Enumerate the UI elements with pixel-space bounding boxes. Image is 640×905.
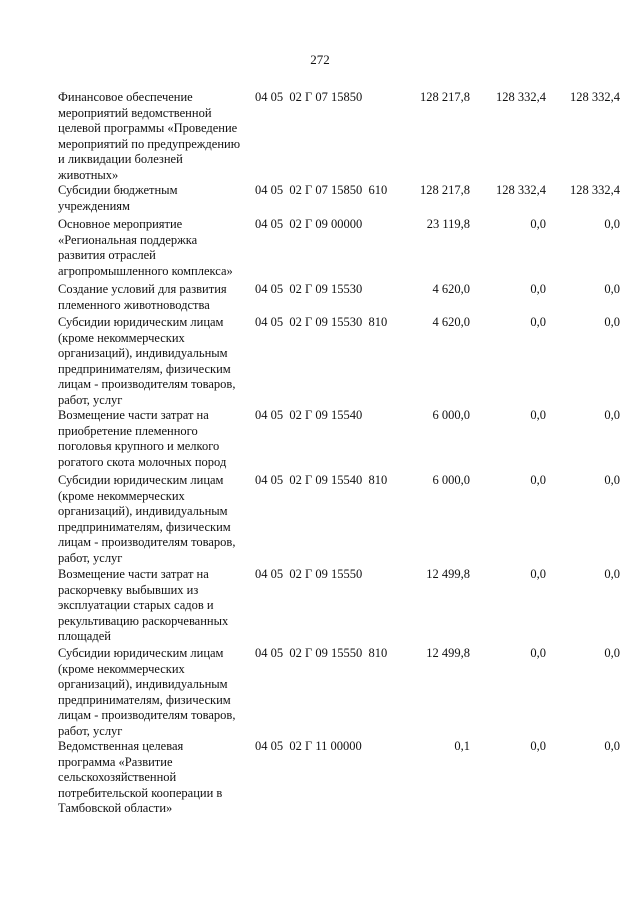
row-value-2: 0,0 <box>530 315 546 329</box>
row-value-3: 0,0 <box>604 567 620 581</box>
row-value-1: 23 119,8 <box>426 217 470 231</box>
row-name: Создание условий для развития племенного животноводства <box>58 282 227 312</box>
row-name: Субсидии юридическим лицам (кроме некоммерческих организаций), индивидуальным предпринимателям, физическим лицам - производителям товаров, работ, услуг <box>58 646 236 738</box>
row-code: 04 05 02 Г 09 15550 <box>255 567 363 581</box>
row-name: Основное мероприятие «Региональная поддержка развития отраслей агропромышленного комплекса» <box>58 217 233 278</box>
row-name: Субсидии юридическим лицам (кроме некоммерческих организаций), индивидуальным предпринимателям, физическим лицам - производителям товаров, работ, услуг <box>58 473 236 565</box>
row-name: Возмещение части затрат на приобретение племенного поголовья крупного и мелкого рогатого скота молочных пород <box>58 408 227 469</box>
row-code: 04 05 02 Г 09 15530 <box>255 282 363 296</box>
row-value-1: 6 000,0 <box>432 408 470 422</box>
row-value-1: 4 620,0 <box>432 282 470 296</box>
row-value-1: 12 499,8 <box>426 567 470 581</box>
row-value-3: 0,0 <box>604 646 620 660</box>
row-code: 04 05 02 Г 09 15530 810 <box>255 315 388 329</box>
row-value-2: 128 332,4 <box>496 183 546 197</box>
row-value-3: 128 332,4 <box>570 183 620 197</box>
row-value-3: 128 332,4 <box>570 90 620 104</box>
row-code: 04 05 02 Г 09 15540 <box>255 408 363 422</box>
row-value-3: 0,0 <box>604 408 620 422</box>
row-name: Ведомственная целевая программа «Развитие сельскохозяйственной потребительской кооперации в Тамбовской области» <box>58 739 223 816</box>
row-value-2: 128 332,4 <box>496 90 546 104</box>
row-code: 04 05 02 Г 09 15540 810 <box>255 473 388 487</box>
row-code: 04 05 02 Г 09 00000 <box>255 217 363 231</box>
row-value-3: 0,0 <box>604 217 620 231</box>
row-value-1: 12 499,8 <box>426 646 470 660</box>
row-value-2: 0,0 <box>530 739 546 753</box>
row-value-3: 0,0 <box>604 473 620 487</box>
row-value-1: 6 000,0 <box>432 473 470 487</box>
row-value-3: 0,0 <box>604 315 620 329</box>
page-number: 272 <box>310 52 330 67</box>
row-name: Субсидии бюджетным учреждениям <box>58 183 178 213</box>
row-value-2: 0,0 <box>530 473 546 487</box>
row-value-1: 128 217,8 <box>420 90 470 104</box>
row-value-2: 0,0 <box>530 646 546 660</box>
row-code: 04 05 02 Г 11 00000 <box>255 739 362 753</box>
row-code: 04 05 02 Г 09 15550 810 <box>255 646 388 660</box>
row-value-1: 0,1 <box>454 739 470 753</box>
row-name: Возмещение части затрат на раскорчевку выбывших из эксплуатации старых садов и рекультивацию раскорчеванных площадей <box>58 567 229 644</box>
row-name: Субсидии юридическим лицам (кроме некоммерческих организаций), индивидуальным предпринимателям, физическим лицам - производителям товаров, работ, услуг <box>58 315 236 407</box>
row-value-3: 0,0 <box>604 739 620 753</box>
row-value-2: 0,0 <box>530 408 546 422</box>
row-code: 04 05 02 Г 07 15850 610 <box>255 183 388 197</box>
row-value-3: 0,0 <box>604 282 620 296</box>
row-code: 04 05 02 Г 07 15850 <box>255 90 363 104</box>
row-value-1: 128 217,8 <box>420 183 470 197</box>
row-value-2: 0,0 <box>530 282 546 296</box>
row-value-1: 4 620,0 <box>432 315 470 329</box>
row-value-2: 0,0 <box>530 217 546 231</box>
row-name: Финансовое обеспечение мероприятий ведомственной целевой программы «Проведение мероприятий по предупреждению и ликвидации болезней животных» <box>58 90 241 182</box>
row-value-2: 0,0 <box>530 567 546 581</box>
